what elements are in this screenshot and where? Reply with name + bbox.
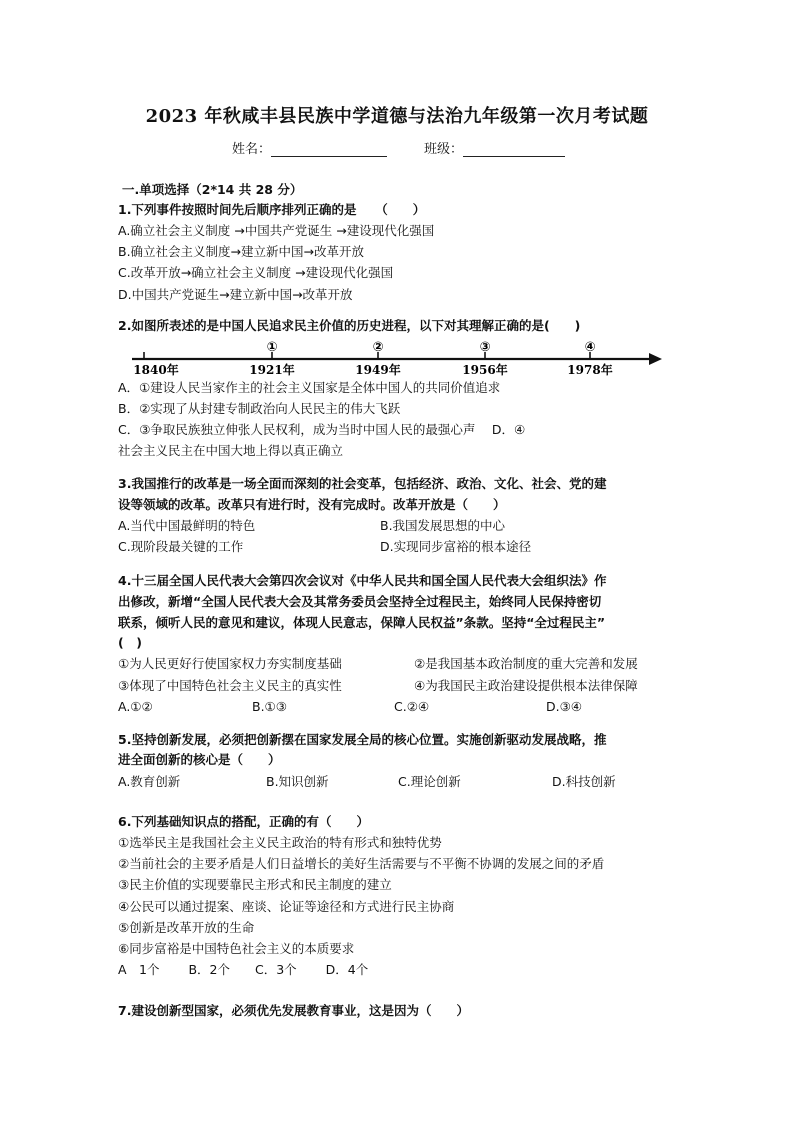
q5-stem-line1: 5.坚持创新发展，必须把创新摆在国家发展全局的核心位置。实施创新驱动发展战略，推 (118, 732, 607, 747)
q2-option-a[interactable]: A．①建设人民当家作主的社会主义国家是全体中国人的共同价值追求 (118, 380, 501, 395)
q6-statement-3: ③民主价值的实现要靠民主形式和民主制度的建立 (118, 877, 392, 892)
q2-option-c[interactable]: C．③争取民族独立伸张人民权利，成为当时中国人民的最强心声 D．④ (118, 422, 526, 437)
q1-option-d[interactable]: D.中国共产党诞生→建立新中国→改革开放 (118, 287, 353, 302)
timeline-mark-3: ③ (479, 340, 491, 355)
timeline-year-1949: 1949年 (355, 363, 401, 377)
q4-statement-1: ①为人民更好行使国家权力夯实制度基础 (118, 656, 342, 671)
q6-stem: 6.下列基础知识点的搭配，正确的有（ ） (118, 814, 369, 829)
q5-option-c[interactable]: C.理论创新 (398, 774, 461, 789)
q5-stem-line2: 进全面创新的核心是（ ） (118, 752, 281, 767)
q6-statement-1: ①选举民主是我国社会主义民主政治的特有形式和独特优势 (118, 835, 442, 850)
q1-option-a[interactable]: A.确立社会主义制度 →中国共产党诞生 →建设现代化强国 (118, 223, 435, 238)
q6-statement-4: ④公民可以通过提案、座谈、论证等途径和方式进行民主协商 (118, 899, 455, 914)
q4-statement-2: ②是我国基本政治制度的重大完善和发展 (414, 656, 638, 671)
q4-stem-line3: 联系，倾听人民的意见和建议，体现人民意志，保障人民权益”条款。坚持“全过程民主” (118, 615, 606, 630)
q1-option-b[interactable]: B.确立社会主义制度→建立新中国→改革开放 (118, 244, 364, 259)
q5-option-d[interactable]: D.科技创新 (552, 774, 616, 789)
q1-option-c[interactable]: C.改革开放→确立社会主义制度 →建设现代化强国 (118, 265, 394, 280)
q6-options[interactable]: A 1个 B．2个 C．3个 D．4个 (118, 962, 369, 977)
q5-option-a[interactable]: A.教育创新 (118, 774, 181, 789)
q3-stem-line1: 3.我国推行的改革是一场全面而深刻的社会变革，包括经济、政治、文化、社会、党的建 (118, 476, 607, 491)
page-title: 2023 年秋咸丰县民族中学道德与法治九年级第一次月考试题 (145, 106, 649, 127)
timeline-year-1978: 1978年 (567, 363, 613, 377)
timeline-mark-2: ② (372, 340, 384, 355)
class-field[interactable] (424, 138, 565, 157)
timeline-year-1840: 1840年 (133, 363, 179, 377)
q6-statement-6: ⑥同步富裕是中国特色社会主义的本质要求 (118, 941, 355, 956)
q4-statement-3: ③体现了中国特色社会主义民主的真实性 (118, 678, 342, 693)
q1-stem: 1.下列事件按照时间先后顺序排列正确的是 （ ） (118, 202, 426, 217)
q2-stem: 2.如图所表述的是中国人民追求民主价值的历史进程，以下对其理解正确的是( ) (118, 318, 581, 333)
q6-statement-2: ②当前社会的主要矛盾是人们日益增长的美好生活需要与不平衡不协调的发展之间的矛盾 (118, 856, 605, 871)
q4-stem-line4: ( ) (118, 635, 142, 650)
class-label: 班级： (424, 142, 464, 157)
timeline-mark-4: ④ (584, 340, 596, 355)
q4-option-b[interactable]: B.①③ (252, 699, 287, 714)
name-blank[interactable] (271, 142, 387, 157)
timeline-year-1921: 1921年 (249, 363, 295, 377)
q4-statement-4: ④为我国民主政治建设提供根本法律保障 (414, 678, 638, 693)
q2-option-d[interactable]: 社会主义民主在中国大地上得以真正确立 (118, 443, 344, 458)
q5-option-b[interactable]: B.知识创新 (266, 774, 329, 789)
q6-statement-5: ⑤创新是改革开放的生命 (118, 920, 255, 935)
name-field[interactable] (232, 138, 387, 157)
section-heading: 一.单项选择（2*14 共 28 分） (122, 182, 303, 197)
q3-option-a[interactable]: A.当代中国最鲜明的特色 (118, 518, 256, 533)
name-label: 姓名： (232, 142, 272, 157)
history-timeline (132, 339, 662, 379)
q3-stem-line2: 设等领域的改革。改革只有进行时，没有完成时。改革开放是（ ） (118, 497, 506, 512)
q3-option-b[interactable]: B.我国发展思想的中心 (380, 518, 506, 533)
class-blank[interactable] (463, 142, 565, 157)
timeline-mark-1: ① (266, 340, 278, 355)
q4-option-d[interactable]: D.③④ (546, 699, 583, 714)
q7-stem: 7.建设创新型国家，必须优先发展教育事业，这是因为（ ） (118, 1003, 469, 1018)
q4-option-c[interactable]: C.②④ (394, 699, 430, 714)
q4-stem-line2: 出修改，新增“全国人民代表大会及其常务委员会坚持全过程民主，始终同人民保持密切 (118, 594, 602, 609)
q3-option-c[interactable]: C.现阶段最关键的工作 (118, 539, 244, 554)
q4-stem-line1: 4.十三届全国人民代表大会第四次会议对《中华人民共和国全国人民代表大会组织法》作 (118, 573, 607, 588)
q2-option-b[interactable]: B．②实现了从封建专制政治向人民民主的伟大飞跃 (118, 401, 401, 416)
q3-option-d[interactable]: D.实现同步富裕的根本途径 (380, 539, 532, 554)
q4-option-a[interactable]: A.①② (118, 699, 153, 714)
timeline-arrow (649, 353, 662, 365)
timeline-year-1956: 1956年 (462, 363, 508, 377)
